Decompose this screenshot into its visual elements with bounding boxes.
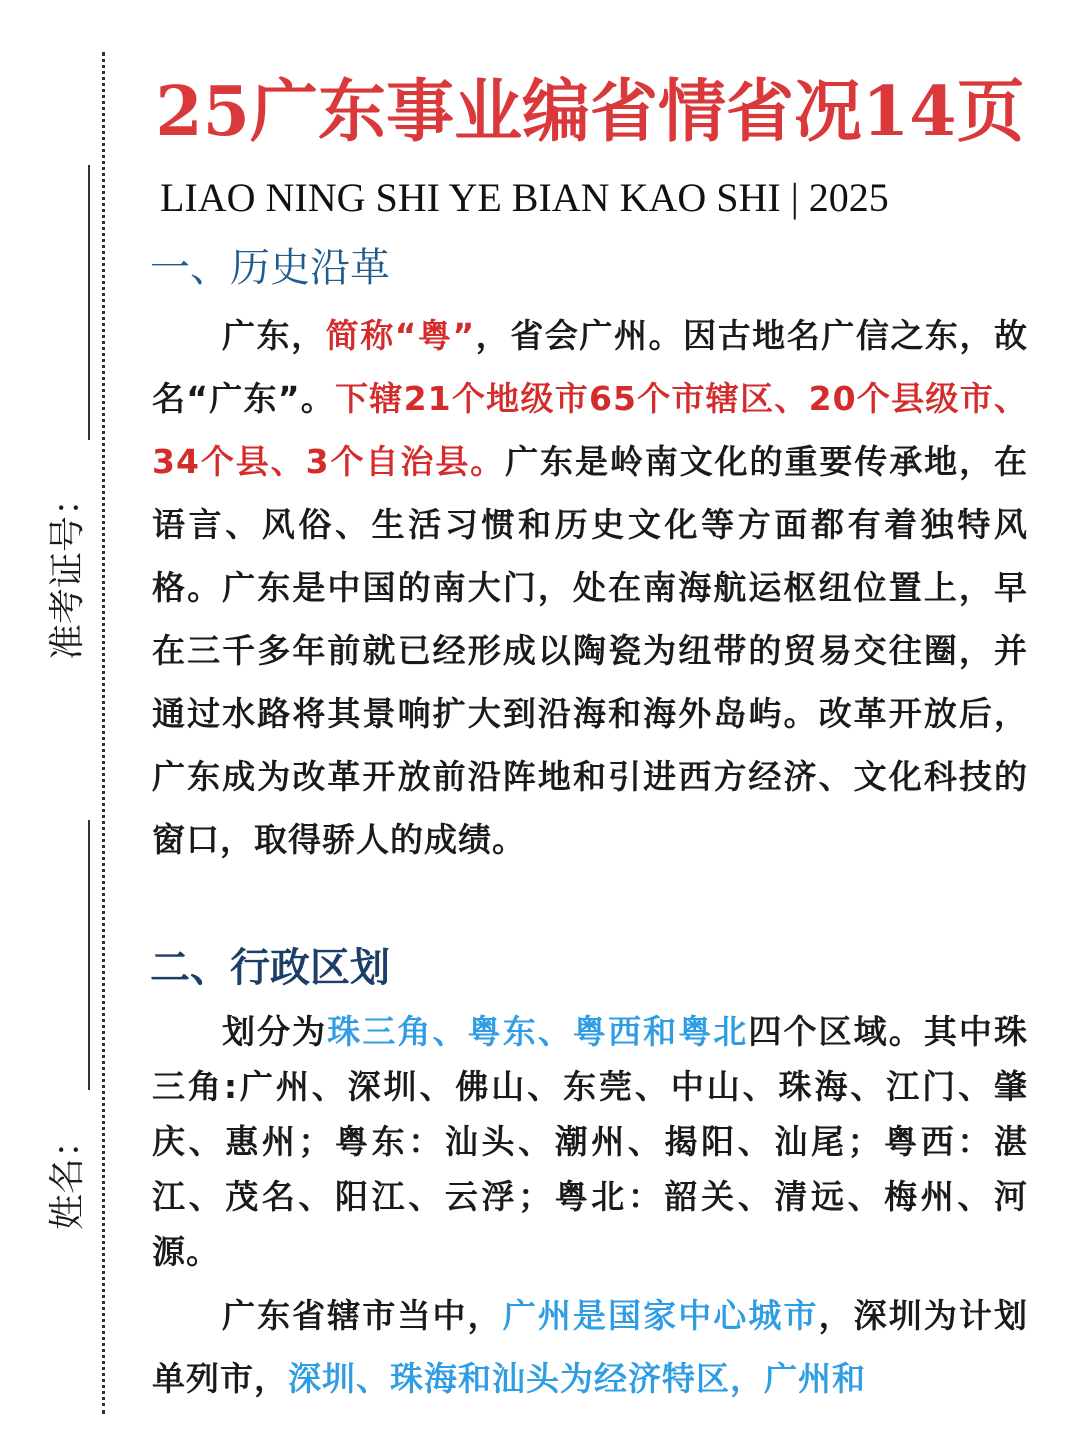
- admin-highlight-regions: 珠三角、粤东、粤西和粤北: [327, 1012, 749, 1051]
- admin-paragraph-regions: [152, 1004, 1028, 1279]
- page-subtitle: [160, 172, 1030, 224]
- admin-paragraph-cities: [152, 1284, 1028, 1410]
- subtitle-text: LIAO NING SHI YE BIAN KAO SHI: [160, 175, 781, 220]
- exam-id-label: 准考证号：: [47, 480, 88, 661]
- exam-id-fill-line: [88, 165, 90, 440]
- name-label: 姓名：: [47, 1121, 88, 1230]
- cities-text-1: 广东省辖市当中，: [222, 1296, 503, 1335]
- cities-highlight-sez: 深圳、珠海和汕头为经济特区，广州和: [288, 1359, 866, 1398]
- history-highlight-divisions: 下辖21个地级市65个市辖区、20个县级市、34个县、3个自治县。: [152, 379, 1028, 481]
- history-paragraph: [152, 304, 1028, 871]
- history-highlight-abbr: 简称“粤”: [325, 316, 476, 355]
- admin-text-1: 划分为: [222, 1012, 328, 1051]
- subtitle-separator: |: [790, 175, 799, 220]
- history-text-2: ，省会广州。因古地名广信之东，故名“广东”。: [152, 316, 1029, 418]
- cities-highlight-guangzhou: 广州是国家中心城市: [502, 1296, 819, 1335]
- section-heading-admin: 二、行政区划: [150, 945, 390, 991]
- page-title: 25广东事业编省情省况14页: [155, 72, 1025, 152]
- cities-text-2: ，深圳为计划单列市，: [152, 1296, 1029, 1398]
- history-text-3: 广东是岭南文化的重要传承地，在语言、风俗、生活习惯和历史文化等方面都有着独特风格。广东是中国的南大门，处在南海航运枢纽位置上，早在三千多年前就已经形成以陶瓷为纽带的贸易交往圈，并通过水路将其景响扩大到沿海和海外岛屿。改革开放后，广东成为改革开放前沿阵地和引进西方经济、文化科技的窗口，取得骄人的成绩。: [152, 442, 1029, 859]
- section-heading-history: 一、历史沿革: [150, 245, 390, 291]
- name-fill-line: [88, 820, 90, 1090]
- admin-text-2: 四个区域。其中珠三角:广州、深圳、佛山、东莞、中山、珠海、江门、肇庆、惠州；粤东：汕头、潮州、揭阳、汕尾；粤西：湛江、茂名、阳江、云浮；粤北：韶关、清远、梅州、河源。: [152, 1012, 1029, 1271]
- history-text-1: 广东，: [222, 316, 326, 355]
- margin-dotted-line: [102, 52, 105, 1414]
- subtitle-year: 2025: [808, 175, 889, 220]
